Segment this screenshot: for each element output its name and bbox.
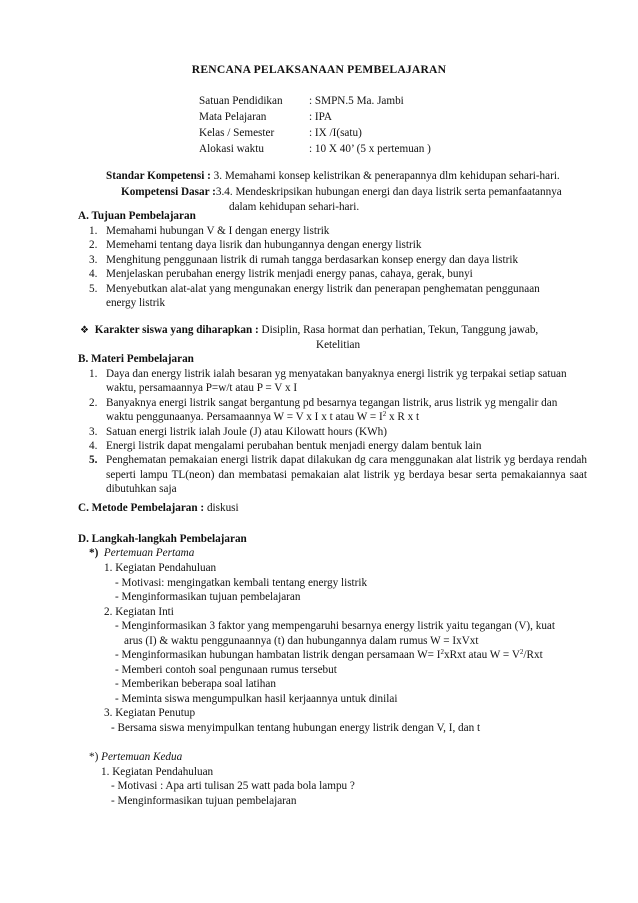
info-value: : SMPN.5 Ma. Jambi — [309, 95, 404, 107]
list-item: - Motivasi : Apa arti tulisan 25 watt pada bola lampu ? — [111, 780, 355, 792]
list-item: - Menginformasikan tujuan pembelajaran — [111, 795, 297, 807]
list-item: - Meminta siswa mengumpulkan hasil kerjaannya untuk dinilai — [115, 693, 398, 705]
list-item: 2. Banyaknya energi listrik sangat bergantung pd besarnya tegangan listrik, arus listrik yg mengalir dan waktu penggunaanya. Persamaannya W = V x I x t atau $W = I^2$ x R x t — [89, 396, 558, 424]
list-item: 1. Memahami hubungan V & I dengan energy listrik — [89, 225, 330, 237]
karakter-continuation: Ketelitian — [316, 339, 361, 351]
info-value: : IX /I(satu) — [309, 127, 362, 139]
kompetensi-dasar-text: 3.4. Mendeskripsikan hubungan energi dan daya listrik serta pemanfaatannya — [215, 186, 562, 198]
info-row-kelas — [199, 125, 431, 141]
info-block — [199, 93, 431, 157]
list-item: 1. Daya dan energy listrik ialah besaran yg menyatakan banyaknya energi listrik yg terpakai setiap satuan waktu, persamaannya P=w/t atau P = V x I — [89, 368, 567, 395]
pertemuan-kedua — [89, 750, 182, 764]
list-item: 3. Menghitung penggunaan listrik di rumah tangga berdasarkan konsep energy dan daya listrik — [89, 253, 519, 266]
list-item: 4. Energi listrik dapat mengalami perubahan bentuk menjadi energy dalam bentuk lain — [89, 440, 482, 453]
pertemuan-pertama — [89, 546, 194, 560]
info-label: Alokasi waktu — [199, 143, 264, 155]
list-item: 5. Penghematan pemakaian energi listrik dapat dilakukan dg cara menggunakan alat listrik yg berdaya rendah seperti lampu TL(neon) dan membatasi pemakaian alat listrik yg berdaya besar serta pemakaiannya saat dibutuhkan saja — [89, 454, 587, 496]
metode-block — [78, 501, 239, 515]
kegiatan-penutup-heading: 3. Kegiatan Penutup — [104, 707, 196, 719]
list-item: - Menginformasikan 3 faktor yang mempengaruhi besarnya energy listrik yaitu tegangan (V), kuat — [115, 620, 556, 632]
document-title: RENCANA PELAKSANAAN PEMBELAJARAN — [191, 63, 447, 76]
materi-list — [89, 367, 587, 497]
list-item: - Memberikan beberapa soal latihan — [115, 678, 276, 690]
tujuan-list — [89, 224, 589, 310]
langkah-heading: D. Langkah-langkah Pembelajaran — [78, 533, 247, 545]
list-item: - Motivasi: mengingatkan kembali tentang energy listrik — [115, 577, 368, 589]
info-row-mapel — [199, 109, 431, 125]
list-item-continuation: arus (I) & waktu penggunaannya (t) dan hubungannya dalam rumus W = IxVxt — [124, 635, 479, 647]
kegiatan-inti-heading: 2. Kegiatan Inti — [104, 606, 174, 618]
pertemuan-title: Pertemuan Pertama — [103, 547, 195, 559]
pertemuan-title: Pertemuan Kedua — [101, 751, 183, 763]
info-row-satuan — [199, 93, 431, 109]
materi-heading: B. Materi Pembelajaran — [78, 353, 194, 365]
list-item: - Menginformasikan tujuan pembelajaran — [115, 591, 301, 603]
diamond-bullet-icon: ❖ — [80, 325, 89, 336]
list-item: 2. Memehami tentang daya lisrik dan hubungannya dengan energy listrik — [89, 239, 422, 252]
info-value: : IPA — [309, 111, 332, 123]
kompetensi-dasar-label: Kompetensi Dasar : — [121, 186, 216, 198]
tujuan-heading: A. Tujuan Pembelajaran — [78, 210, 196, 222]
asterisk-marker: *) — [89, 547, 99, 559]
metode-text: diskusi — [204, 502, 239, 514]
info-value: : 10 X 40’ (5 x pertemuan ) — [309, 143, 431, 155]
kegiatan-pendahuluan-heading: 1. Kegiatan Pendahuluan — [101, 766, 214, 778]
info-label: Mata Pelajaran — [199, 111, 267, 123]
kegiatan-pendahuluan-heading: 1. Kegiatan Pendahuluan — [104, 562, 217, 574]
info-label: Satuan Pendidikan — [199, 95, 283, 107]
list-item: - Menginformasikan hubungan hambatan listrik dengan persamaan $W= I^2xRxt$ atau $W = V^2$/Rxt — [115, 648, 543, 661]
asterisk-marker: *) — [89, 751, 99, 763]
karakter-text: Disiplin, Rasa hormat dan perhatian, Tekun, Tanggung jawab, — [258, 324, 539, 336]
karakter-block — [80, 323, 600, 338]
list-item: 3. Satuan energi listrik ialah Joule (J) atau Kilowatt hours (KWh) — [89, 425, 387, 438]
kompetensi-dasar — [121, 185, 611, 199]
standar-kompetensi — [106, 169, 606, 183]
kompetensi-dasar-continuation: dalam kehidupan sehari-hari. — [229, 201, 360, 213]
info-row-alokasi — [199, 141, 431, 157]
list-item: 5. Menyebutkan alat-alat yang mengunakan energy listrik dan penerapan penghematan penggunaan energy listrik — [89, 282, 540, 310]
list-item: - Bersama siswa menyimpulkan tentang hubungan energy listrik dengan V, I, dan t — [111, 722, 481, 734]
standar-kompetensi-text: 3. Memahami konsep kelistrikan & penerapannya dlm kehidupan sehari-hari. — [210, 170, 560, 182]
karakter-label: Karakter siswa yang diharapkan : — [94, 324, 259, 336]
standar-kompetensi-label: Standar Kompetensi : — [106, 170, 211, 182]
list-item: 4. Menjelaskan perubahan energy listrik menjadi energy panas, cahaya, gerak, bunyi — [89, 268, 473, 281]
list-item: - Memberi contoh soal pengunaan rumus tersebut — [115, 664, 337, 676]
info-label: Kelas / Semester — [199, 127, 275, 139]
metode-heading: C. Metode Pembelajaran : — [78, 502, 205, 514]
